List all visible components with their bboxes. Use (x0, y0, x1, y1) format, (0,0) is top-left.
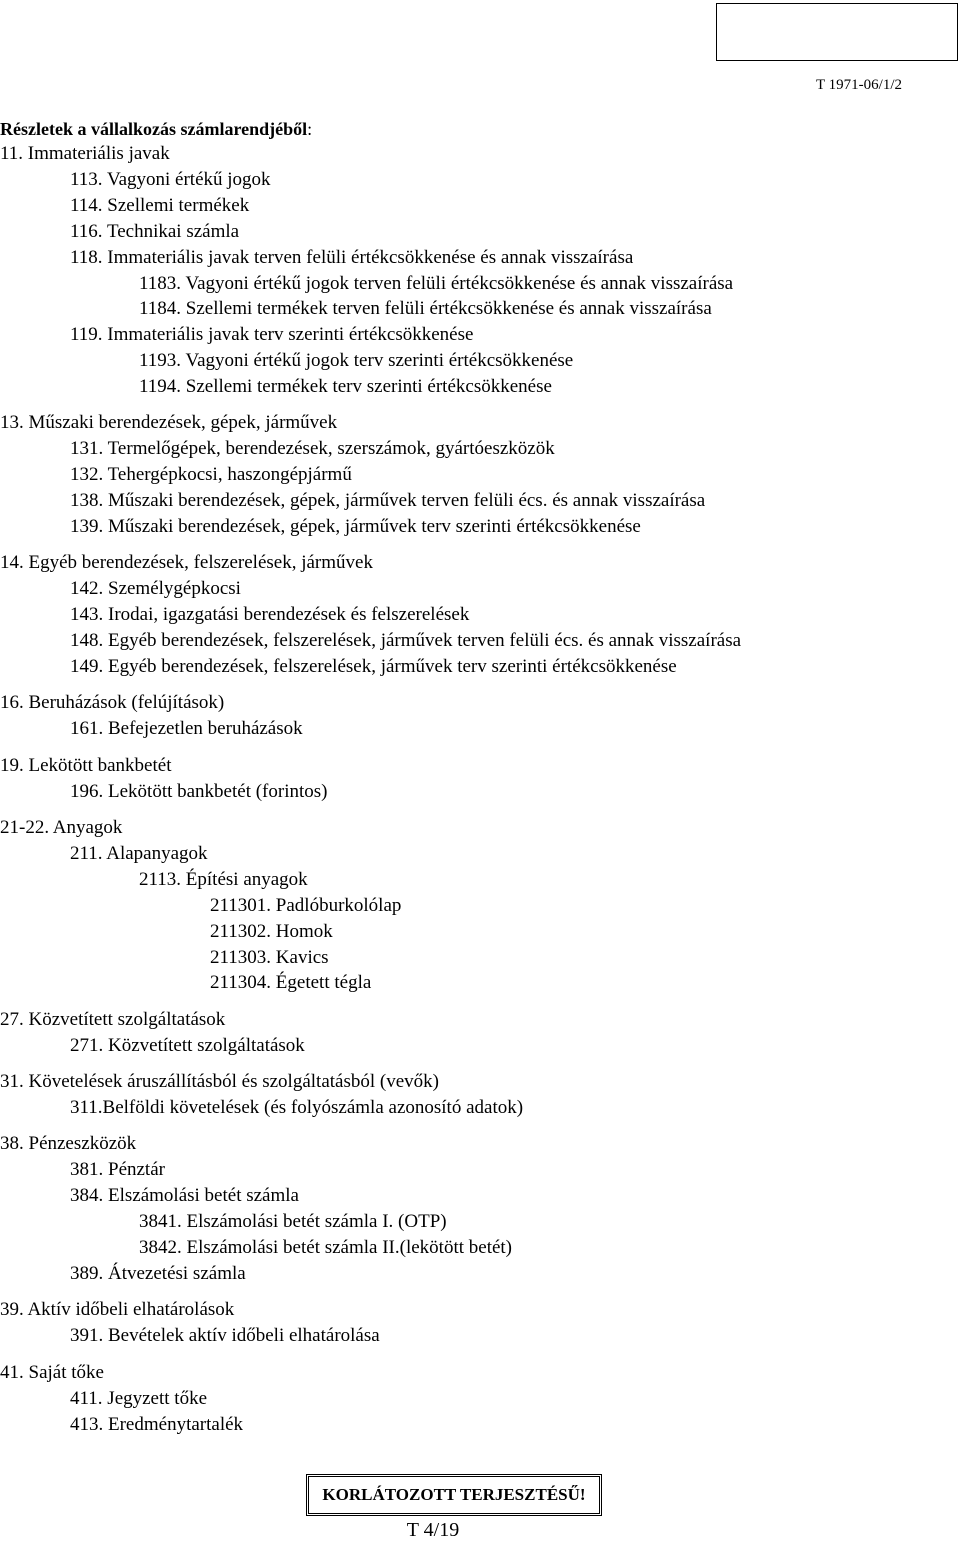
page-number: T 4/19 (406, 1519, 460, 1541)
account-line: 391. Bevételek aktív időbeli elhatárolása (70, 1325, 380, 1346)
account-line: 271. Közvetített szolgáltatások (70, 1035, 305, 1056)
account-line: 138. Műszaki berendezések, gépek, járművek terven felüli écs. és annak visszaírása (70, 490, 706, 511)
account-line: 1183. Vagyoni értékű jogok terven felüli értékcsökkenése és annak visszaírása (139, 273, 734, 294)
account-line: 139. Műszaki berendezések, gépek, járművek terv szerinti értékcsökkenése (70, 516, 641, 537)
account-line: 114. Szellemi termékek (70, 195, 250, 216)
account-line: 39. Aktív időbeli elhatárolások (0, 1299, 235, 1320)
account-line: 21-22. Anyagok (0, 817, 123, 838)
account-line: 13. Műszaki berendezések, gépek, járművek (0, 412, 338, 433)
account-line: 211302. Homok (210, 921, 333, 942)
account-line: 19. Lekötött bankbetét (0, 755, 172, 776)
account-line: 2113. Építési anyagok (139, 869, 308, 890)
account-line: 413. Eredménytartalék (70, 1414, 244, 1435)
account-line: 211303. Kavics (210, 947, 329, 968)
account-line: 311.Belföldi követelések (és folyószámla azonosító adatok) (70, 1097, 524, 1118)
account-line: 196. Lekötött bankbetét (forintos) (70, 781, 328, 802)
account-line: 211304. Égetett tégla (210, 972, 372, 993)
account-line: 161. Befejezetlen beruházások (70, 718, 303, 739)
account-line: 119. Immateriális javak terv szerinti értékcsökkenése (70, 324, 474, 345)
account-line: 3842. Elszámolási betét számla II.(lekötött betét) (139, 1237, 513, 1258)
account-line: 142. Személygépkocsi (70, 578, 241, 599)
heading-text: Részletek a vállalkozás számlarendjéből (0, 119, 308, 139)
account-line: 211301. Padlóburkolólap (210, 895, 402, 916)
account-line: 1194. Szellemi termékek terv szerinti értékcsökkenése (139, 376, 552, 397)
account-line: 27. Közvetített szolgáltatások (0, 1009, 226, 1030)
account-line: 16. Beruházások (felújítások) (0, 692, 225, 713)
account-line: 1184. Szellemi termékek terven felüli értékcsökkenése és annak visszaírása (139, 298, 712, 319)
account-line: 41. Saját tőke (0, 1362, 104, 1383)
account-line: 116. Technikai számla (70, 221, 240, 242)
account-line: 211. Alapanyagok (70, 843, 208, 864)
section-heading (0, 119, 312, 140)
account-line: 389. Átvezetési számla (70, 1263, 246, 1284)
account-line: 381. Pénztár (70, 1159, 165, 1180)
account-line: 131. Termelőgépek, berendezések, szerszámok, gyártóeszközök (70, 438, 555, 459)
header-box-right (716, 3, 958, 61)
restricted-distribution-stamp: KORLÁTOZOTT TERJESZTÉSŰ! (306, 1474, 602, 1516)
account-line: 149. Egyéb berendezések, felszerelések, járművek terv szerinti értékcsökkenése (70, 656, 677, 677)
account-line: 113. Vagyoni értékű jogok (70, 169, 271, 190)
account-line: 143. Irodai, igazgatási berendezések és felszerelések (70, 604, 470, 625)
account-line: 11. Immateriális javak (0, 143, 170, 164)
account-line: 411. Jegyzett tőke (70, 1388, 208, 1409)
account-line: 132. Tehergépkocsi, haszongépjármű (70, 464, 352, 485)
heading-colon: : (307, 119, 313, 139)
account-line: 148. Egyéb berendezések, felszerelések, járművek terven felüli écs. és annak visszaírása (70, 630, 742, 651)
account-line: 1193. Vagyoni értékű jogok terv szerinti értékcsökkenése (139, 350, 574, 371)
document-id: T 1971-06/1/2 (816, 77, 902, 93)
account-line: 384. Elszámolási betét számla (70, 1185, 299, 1206)
account-line: 14. Egyéb berendezések, felszerelések, járművek (0, 552, 373, 573)
account-line: 118. Immateriális javak terven felüli értékcsökkenése és annak visszaírása (70, 247, 634, 268)
account-line: 3841. Elszámolási betét számla I. (OTP) (139, 1211, 447, 1232)
account-line: 38. Pénzeszközök (0, 1133, 137, 1154)
account-line: 31. Követelések áruszállításból és szolgáltatásból (vevők) (0, 1071, 439, 1092)
